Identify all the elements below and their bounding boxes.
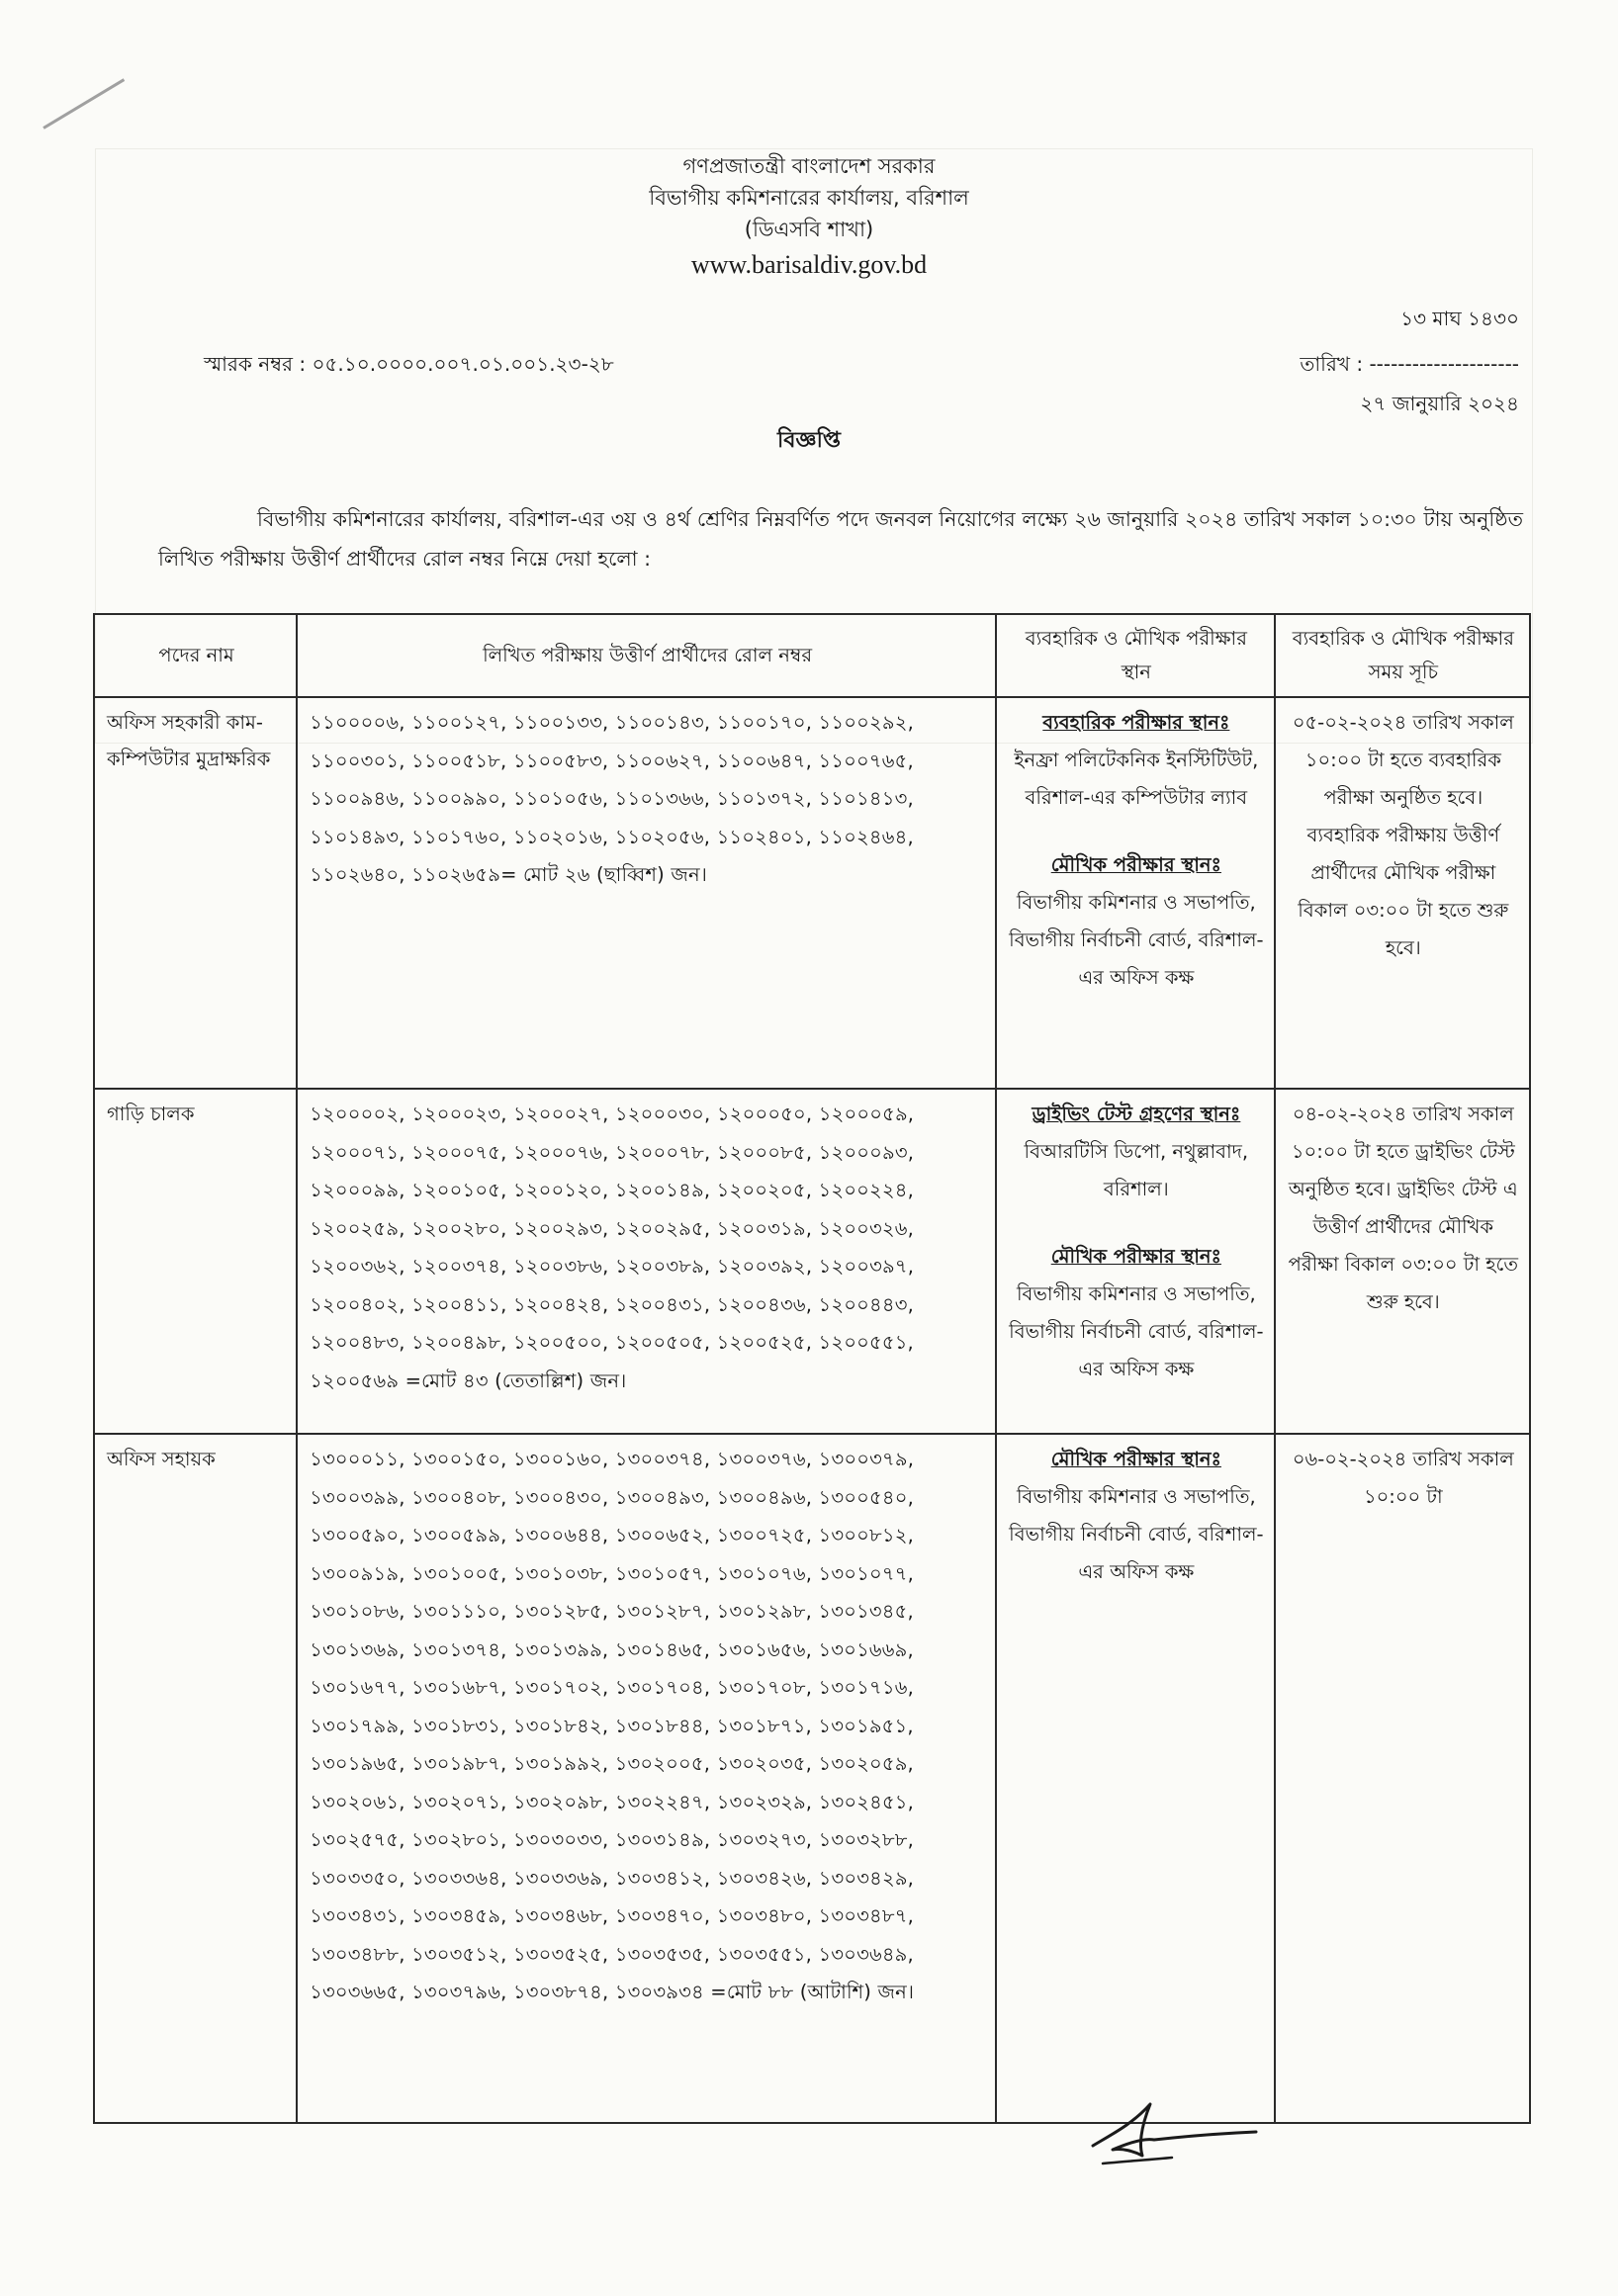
roll-numbers: ১১০০০০৬, ১১০০১২৭, ১১০০১৩৩, ১১০০১৪৩, ১১০০১৭০, ১১০০২৯২, ১১০০৩০১, ১১০০৫১৮, ১১০০৫৮৩, ১১০০৬২৭, ১১০০৬৪৭, ১১০০৭৬৫, ১১০০৯৪৬, ১১০০৯৯০, ১১০১০৫৬, ১১০১৩৬৬, ১১০১৩৭২, ১১০১৪১৩, ১১০১৪৯৩, ১১০১৭৬০, ১১০২০১৬, ১১০২০৫৬, ১১০২৪০১, ১১০২৪৬৪, ১১০২৬৪০, ১১০২৬৫৯= মোট ২৬ (ছাব্বিশ) জন। [297,697,996,1089]
signature-mark [1073,2094,1261,2173]
table-row [94,1434,1530,2123]
exam-schedule: ০৬-০২-২০২৪ তারিখ সকাল ১০:০০ টা [1275,1434,1530,2123]
place-text: বিভাগীয় কমিশনার ও সভাপতি, বিভাগীয় নির্বাচনী বোর্ড, বরিশাল-এর অফিস কক্ষ [1009,891,1264,989]
exam-place [996,1089,1275,1434]
place-text: বিআরটিসি ডিপো, নথুল্লাবাদ, বরিশাল। [1024,1140,1249,1200]
office-name: বিভাগীয় কমিশনারের কার্যালয়, বরিশাল [649,186,969,210]
date-label: তারিখ : --------------------- [1300,352,1519,376]
government-name: গণপ্রজাতন্ত্রী বাংলাদেশ সরকার [682,154,936,178]
branch-name: (ডিএসবি শাখা) [744,218,874,241]
post-name: অফিস সহকারী কাম-কম্পিউটার মুদ্রাক্ষরিক [94,697,297,1089]
table-row [94,1089,1530,1434]
place-text: ইনফ্রা পলিটেকনিক ইনস্টিটিউট, বরিশাল-এর কম্পিউটার ল্যাব [1014,749,1259,809]
place-heading: ব্যবহারিক পরীক্ষার স্থানঃ [1042,711,1230,734]
roll-numbers: ১৩০০০১১, ১৩০০১৫০, ১৩০০১৬০, ১৩০০৩৭৪, ১৩০০৩৭৬, ১৩০০৩৭৯, ১৩০০৩৯৯, ১৩০০৪০৮, ১৩০০৪৩০, ১৩০০৪৯৩, ১৩০০৪৯৬, ১৩০০৫৪০, ১৩০০৫৯০, ১৩০০৫৯৯, ১৩০০৬৪৪, ১৩০০৬৫২, ১৩০০৭২৫, ১৩০০৮১২, ১৩০০৯১৯, ১৩০১০০৫, ১৩০১০৩৮, ১৩০১০৫৭, ১৩০১০৭৬, ১৩০১০৭৭, ১৩০১০৮৬, ১৩০১১১০, ১৩০১২৮৫, ১৩০১২৮৭, ১৩০১২৯৮, ১৩০১৩৪৫, ১৩০১৩৬৯, ১৩০১৩৭৪, ১৩০১৩৯৯, ১৩০১৪৬৫, ১৩০১৬৫৬, ১৩০১৬৬৯, ১৩০১৬৭৭, ১৩০১৬৮৭, ১৩০১৭০২, ১৩০১৭০৪, ১৩০১৭০৮, ১৩০১৭১৬, ১৩০১৭৯৯, ১৩০১৮৩১, ১৩০১৮৪২, ১৩০১৮৪৪, ১৩০১৮৭১, ১৩০১৯৫১, ১৩০১৯৬৫, ১৩০১৯৮৭, ১৩০১৯৯২, ১৩০২০০৫, ১৩০২০৩৫, ১৩০২০৫৯, ১৩০২০৬১, ১৩০২০৭১, ১৩০২০৯৮, ১৩০২২৪৭, ১৩০২৩২৯, ১৩০২৪৫১, ১৩০২৫৭৫, ১৩০২৮০১, ১৩০৩০৩৩, ১৩০৩১৪৯, ১৩০৩২৭৩, ১৩০৩২৮৮, ১৩০৩৩৫০, ১৩০৩৩৬৪, ১৩০৩৩৬৯, ১৩০৩৪১২, ১৩০৩৪২৬, ১৩০৩৪২৯, ১৩০৩৪৩১, ১৩০৩৪৫৯, ১৩০৩৪৬৮, ১৩০৩৪৭০, ১৩০৩৪৮০, ১৩০৩৪৮৭, ১৩০৩৪৮৮, ১৩০৩৫১২, ১৩০৩৫২৫, ১৩০৩৫৩৫, ১৩০৩৫৫১, ১৩০৩৬৪৯, ১৩০৩৬৬৫, ১৩০৩৭৯৬, ১৩০৩৮৭৪, ১৩০৩৯৩৪ =মোট ৮৮ (আটাশি) জন। [297,1434,996,2123]
header-place: ব্যবহারিক ও মৌখিক পরীক্ষার স্থান [996,614,1275,697]
exam-schedule: ০৪-০২-২০২৪ তারিখ সকাল ১০:০০ টা হতে ড্রাইভিং টেস্ট অনুষ্ঠিত হবে। ড্রাইভিং টেস্ট এ উত্তীর্ণ প্রার্থীদের মৌখিক পরীক্ষা বিকাল ০৩:০০ টা হতে শুরু হবে। [1275,1089,1530,1434]
header-time: ব্যবহারিক ও মৌখিক পরীক্ষার সময় সূচি [1275,614,1530,697]
place-text: বিভাগীয় কমিশনার ও সভাপতি, বিভাগীয় নির্বাচনী বোর্ড, বরিশাল-এর অফিস কক্ষ [1009,1282,1264,1380]
website-link[interactable]: www.barisaldiv.gov.bd [690,250,928,279]
memo-number: স্মারক নম্বর : ০৫.১০.০০০০.০০৭.০১.০০১.২৩-২৮ [204,352,614,376]
place-text: বিভাগীয় কমিশনার ও সভাপতি, বিভাগীয় নির্বাচনী বোর্ড, বরিশাল-এর অফিস কক্ষ [1009,1485,1264,1583]
pen-stroke-mark [43,78,125,130]
place-heading: মৌখিক পরীক্ষার স্থানঃ [1050,1448,1221,1470]
post-name: অফিস সহায়ক [94,1434,297,2123]
table-row [94,697,1530,1089]
letterhead [0,150,1618,281]
table-header-row [94,614,1530,697]
roll-numbers: ১২০০০০২, ১২০০০২৩, ১২০০০২৭, ১২০০০৩০, ১২০০০৫০, ১২০০০৫৯, ১২০০০৭১, ১২০০০৭৫, ১২০০০৭৬, ১২০০০৭৮, ১২০০০৮৫, ১২০০০৯৩, ১২০০০৯৯, ১২০০১০৫, ১২০০১২০, ১২০০১৪৯, ১২০০২০৫, ১২০০২২৪, ১২০০২৫৯, ১২০০২৮০, ১২০০২৯৩, ১২০০২৯৫, ১২০০৩১৯, ১২০০৩২৬, ১২০০৩৬২, ১২০০৩৭৪, ১২০০৩৮৬, ১২০০৩৮৯, ১২০০৩৯২, ১২০০৩৯৭, ১২০০৪০২, ১২০০৪১১, ১২০০৪২৪, ১২০০৪৩১, ১২০০৪৩৬, ১২০০৪৪৩, ১২০০৪৮৩, ১২০০৪৯৮, ১২০০৫০০, ১২০০৫০৫, ১২০০৫২৫, ১২০০৫৫১, ১২০০৫৬৯ =মোট ৪৩ (তেতাল্লিশ) জন। [297,1089,996,1434]
bangla-date: ১৩ মাঘ ১৪৩০ [1400,307,1519,330]
result-table [93,613,1531,2124]
header-post: পদের নাম [94,614,297,697]
exam-place [996,697,1275,1089]
place-heading: মৌখিক পরীক্ষার স্থানঃ [1050,853,1221,876]
header-rolls: লিখিত পরীক্ষায় উত্তীর্ণ প্রার্থীদের রোল নম্বর [297,614,996,697]
place-heading: মৌখিক পরীক্ষার স্থানঃ [1050,1245,1221,1268]
place-heading: ড্রাইভিং টেস্ট গ্রহণের স্থানঃ [1032,1103,1241,1125]
post-name: গাড়ি চালক [94,1089,297,1434]
notice-intro: বিভাগীয় কমিশনারের কার্যালয়, বরিশাল-এর ৩য় ও ৪র্থ শ্রেণির নিম্নবর্ণিত পদে জনবল নিয়োগের লক্ষ্যে ২৬ জানুয়ারি ২০২৪ তারিখ সকাল ১০:৩০ টায় অনুষ্ঠিত লিখিত পরীক্ষায় উত্তীর্ণ প্রার্থীদের রোল নম্বর নিম্নে দেয়া হলো : [158,507,1523,571]
notice-title: বিজ্ঞপ্তি [777,428,841,453]
exam-schedule: ০৫-০২-২০২৪ তারিখ সকাল ১০:০০ টা হতে ব্যবহারিক পরীক্ষা অনুষ্ঠিত হবে। ব্যবহারিক পরীক্ষায় উত্তীর্ণ প্রার্থীদের মৌখিক পরীক্ষা বিকাল ০৩:০০ টা হতে শুরু হবে। [1275,697,1530,1089]
gregorian-date: ২৭ জানুয়ারি ২০২৪ [1360,392,1519,415]
exam-place [996,1434,1275,2123]
